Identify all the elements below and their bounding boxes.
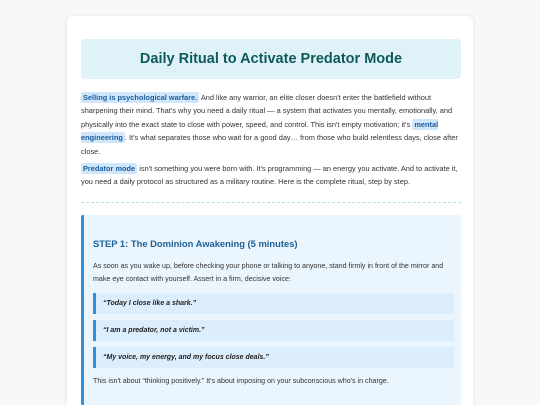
predator-text: isn't something you were born with. It's programming — an energy you activate. And to activate it, you need a daily protocol as structured as a military routine. Here is the complete ritual, step by step. bbox=[81, 164, 458, 187]
highlight-mental-engineering: mental engineering bbox=[81, 119, 439, 143]
quote-3: “My voice, my energy, and my focus close deals.” bbox=[93, 347, 454, 368]
predator-paragraph bbox=[81, 162, 461, 189]
intro-text-2: . It's what separates those who wait for a good day… from those who build relentless days, close after close. bbox=[81, 133, 458, 156]
intro-paragraph bbox=[81, 91, 461, 158]
title-banner bbox=[81, 39, 461, 79]
article-card bbox=[66, 15, 474, 405]
highlight-predator-mode: Predator mode bbox=[83, 164, 136, 173]
step-1-title: STEP 1: The Dominion Awakening (5 minutes) bbox=[93, 238, 298, 249]
quote-2: “I am a predator, not a victim.” bbox=[93, 320, 454, 341]
step-1-section bbox=[81, 215, 461, 405]
step-1-body: As soon as you wake up, before checking your phone or talking to anyone, stand firmly in front of the mirror and make eye contact with yourself. Assert in a firm, decisive voice: bbox=[93, 262, 444, 283]
step-1-closing: This isn't about “thinking positively.” It's about imposing on your subconscious who's in charge. bbox=[93, 377, 389, 385]
highlight-warfare: Selling is psychological warfare. bbox=[83, 93, 198, 102]
page-title: Daily Ritual to Activate Predator Mode bbox=[139, 51, 403, 67]
quote-1: “Today I close like a shark.” bbox=[93, 293, 454, 314]
section-divider bbox=[81, 202, 461, 203]
intro-text-1: And like any warrior, an elite closer doesn't enter the battlefield without sharpening their mind. That's why you need a daily ritual — a system that activates you mentally, emotionally, and physically into the exact state to close with power, speed, and control. This isn't empty motivation; it's bbox=[81, 93, 453, 129]
